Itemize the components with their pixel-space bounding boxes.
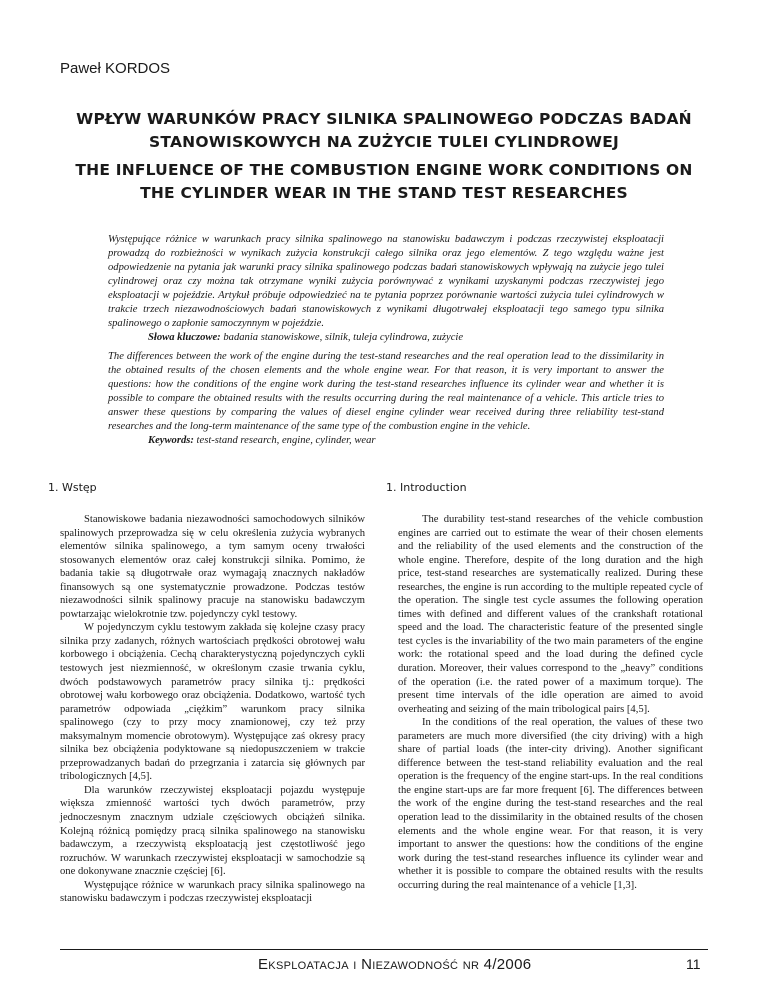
paragraph: In the conditions of the real operation, the values of these two parameters are much more diversified (the city driving) with a high share of partial loads (the inter-city driving). Another significant difference between the test-stand reliability evaluation and the real operation is the frequency of the engine start-ups. In the real conditions the engine start-ups are far more frequent [6]. The differences between the work of the engine during the test-stand researches and the real operation lead to the dissimilarity in the obtained results of the chosen elements and the whole engine wear. For that reason, it is very important to answer the questions: how the conditions of the engine work during the test-stand researches influence its cylinder wear and whether it is possible to compare the obtained results with the results occurring during the real maintenance of a vehicle [1,3].: [398, 717, 703, 891]
paragraph: W pojedynczym cyklu testowym zakłada się kolejne czasy pracy silnika przy zadanych, różnych wartościach prędkości obrotowej wału korbowego i obciążenia. Cechą charakterystyczną pojedynczych cykli testowych jest niezmienność, w określonym czasie trwania cyklu, dwóch podstawowych parametrów pracy silnika tj.: prędkości obrotowej wału korbowego oraz obciążenia. Dodatkowo, wartość tych parametrów odpowiada „ciężkim” warunkom pracy silnika spalinowego (czy to przy mocy znamionowej, czy też przy maksymalnym momencie obrotowym). Występujące zaś okresy pracy silnika bez obciążenia podyktowane są niedopuszczeniem w trakcie przeprowadzanych badań do przegrzania i zatarcia się głównych par tribologicznych [4,5].: [60, 622, 365, 783]
keywords-english: [108, 434, 664, 448]
author-name: Paweł KORDOS: [60, 60, 171, 77]
section-heading-english: 1. Introduction: [386, 481, 467, 494]
paragraph: Występujące różnice w warunkach pracy silnika spalinowego na stanowisku badawczym i podczas rzeczywistej eksploatacji: [60, 879, 365, 905]
page-number: 11: [686, 956, 701, 972]
abstract-english: [108, 350, 664, 448]
section-heading-polish: 1. Wstęp: [48, 481, 97, 494]
paragraph: Dla warunków rzeczywistej eksploatacji pojazdu występuje większa zmienność wartości tych dwóch parametrów, przy jednoczesnym znacznym udziale częściowych obciążeń silnika. Kolejną różnicą pomiędzy pracą silnika spalinowego na stanowisku badawczym, a rzeczywistą eksploatacją jest częstotliwość jego rozruchów. W warunkach rzeczywistej eksploatacji w samochodzie są one dokonywane znacznie częściej [6].: [60, 784, 365, 878]
column-english: [386, 481, 703, 892]
keywords-polish-text: badania stanowiskowe, silnik, tuleja cylindrowa, zużycie: [220, 332, 464, 343]
abstract-polish: [108, 233, 664, 345]
title-polish: WPŁYW WARUNKÓW PRACY SILNIKA SPALINOWEGO PODCZAS BADAŃ STANOWISKOWYCH NA ZUŻYCIE TULEI CYLINDROWEJ: [76, 110, 692, 151]
journal-name: Eksploatacja i Niezawodność nr 4/2006: [258, 956, 532, 973]
paragraph: The durability test-stand researches of the vehicle combustion engines are carried out to estimate the wear of their chosen elements and the reliability of the used elements and the construction of the whole engine. Therefore, despite of the long duration and the high price, test-stand researches are systematically realized. During these researches, the engine is run according to the multiple repeated cycle of the operation. The single test cycle assumes the following operation times with defined and different values of the crankshaft rotational speed and the load. The characteristic feature of the presented single test cycles is the invariability of the two main parameters of the engine work: the rotational speed and the load during the defined cycle duration. Moreover, their values correspond to the „heavy” conditions of the operation (i.e. the rated power of a maximum torque). The present time intervals of the idle operation are aimed to avoid overheating and seizing of the main tribological pairs [4,5].: [398, 514, 703, 715]
paragraph: Stanowiskowe badania niezawodności samochodowych silników spalinowych przeprowadza się w celu określenia zużycia wybranych elementów silnika spalinowego, a tym samym oceny trwałości stosowanych elementów oraz całej konstrukcji silnika. Pomimo, że badania takie są długotrwałe oraz wymagają znacznych nakładów finansowych są one systematycznie prowadzone. Podczas testów niezawodności silnik spalinowy pracuje na stanowisku badawczym powtarzając wielokrotnie tzw. pojedynczy cykl testowy.: [60, 514, 365, 620]
keywords-polish: [108, 331, 664, 345]
abstract-english-text: The differences between the work of the engine during the test-stand researches and the real operation lead to the dissimilarity in the obtained results of the chosen elements and the whole engine wear. For that reason, it is very important to answer the questions: how the conditions of the engine work during the test-stand researches influence its cylinder wear and whether it is possible to compare the obtained results with the results occurring during the real maintenance of a vehicle. This article tries to answer these questions by comparing the values of diesel engine cylinder wear received during three reliability test-stand researches and the long-term maintenance of the same type of the combustion engine in the vehicle.: [108, 351, 664, 432]
keywords-polish-label: Słowa kluczowe:: [148, 332, 221, 343]
column-polish: [48, 481, 365, 906]
title-english: THE INFLUENCE OF THE COMBUSTION ENGINE WORK CONDITIONS ON THE CYLINDER WEAR IN THE STAND TEST RESEARCHES: [75, 161, 693, 202]
abstract-polish-text: Występujące różnice w warunkach pracy silnika spalinowego na stanowisku badawczym i podczas rzeczywistej eksploatacji prowadzą do rozbieżności w wynikach zużycia konstrukcji całego silnika oraz jego elementów. Z tego względu ważne jest odpowiedzenie na pytania jak warunki pracy silnika spalinowego podczas badań stanowiskowych wpływają na zużycie jego tulei cylindrowej oraz czy można tak otrzymane wyniki zużycia porównywać z wynikami uzyskanymi podczas rzeczywistej jego eksploatacji w pojeździe. Artykuł próbuje odpowiedzieć na te pytania poprzez porównanie wartości zużycia tulei cylindrowych w trakcie trzech niezawodnościowych badań stanowiskowych z wynikami długotrwałej eksploatacji tego samego typu silnika spalinowego o zapłonie samoczynnym w pojeździe.: [108, 234, 664, 329]
keywords-english-label: Keywords:: [148, 435, 194, 446]
footer-divider: [60, 949, 708, 950]
keywords-english-text: test-stand research, engine, cylinder, wear: [193, 435, 376, 446]
